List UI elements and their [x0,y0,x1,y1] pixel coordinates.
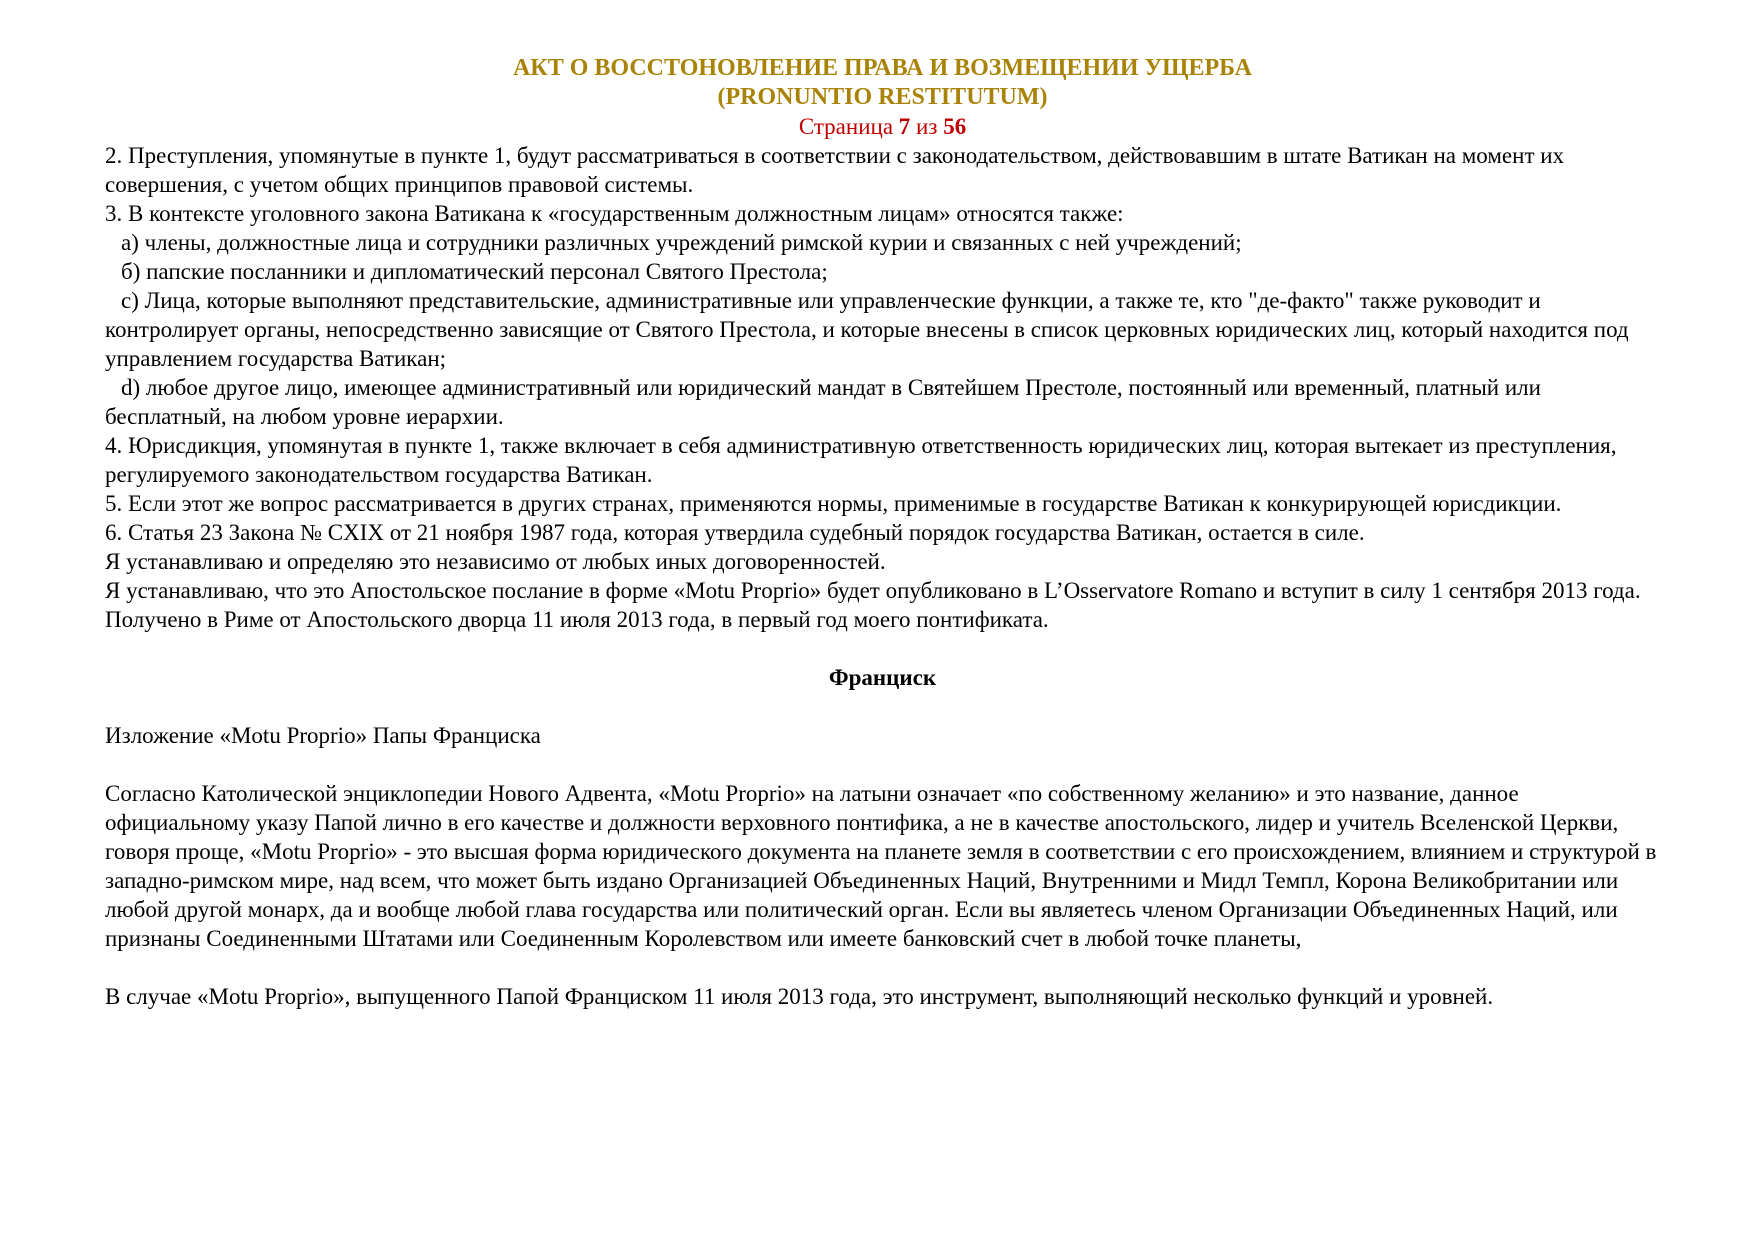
page-total-number: 56 [943,114,967,139]
page-current-number: 7 [898,114,911,139]
paragraph: Согласно Католической энциклопедии Нового Адвента, «Motu Proprio» на латыни означает «по собственному желанию» и это название, данное официальному указу Папой лично в его качестве и должности верховного понтифика, а не в качестве апостольского, лидер и учитель Вселенской Церкви, говоря проще, «Motu Proprio» - это высшая форма юридического документа на планете земля в соответствии с его происхождением, влиянием и структурой в западно-римском мире, над всем, что может быть издано Организацией Объединенных Наций, Внутренними и Мидл Темпл, Корона Великобритании или любой другой монарх, да и вообще любой глава государства или политический орган. Если вы являетесь членом Организации Объединенных Наций, или признаны Соединенными Штатами или Соединенным Королевством или имеете банковский счет в любой точке планеты, [105,781,1657,951]
paragraph: 3. В контексте уголовного закона Ватикана к «государственным должностным лицам» относятся также: [105,201,1124,226]
page-indicator [105,112,1660,141]
paragraph: 2. Преступления, упомянутые в пункте 1, будут рассматриваться в соответствии с законодательством, действовавшим в штате Ватикан на момент их совершения, с учетом общих принципов правовой системы. [105,143,1565,197]
paragraph: а) члены, должностные лица и сотрудники различных учреждений римской курии и связанных с ней учреждений; [121,230,1242,255]
paragraph: Я устанавливаю, что это Апостольское послание в форме «Motu Proprio» будет опубликовано в L’Osservatore Romano и вступит в силу 1 сентября 2013 года. [105,578,1641,603]
paragraph: с) Лица, которые выполняют представительские, административные или управленческие функции, а также те, кто "де-факто" также руководит и контролирует органы, непосредственно зависящие от Святого Престола, и которые внесены в список церковных юридических лиц, который находится под управлением государства Ватикан; [105,288,1629,371]
signature-name: Франциск [828,665,937,690]
paragraph: б) папские посланники и дипломатический персонал Святого Престола; [121,259,828,284]
paragraph: Я устанавливаю и определяю это независимо от любых иных договоренностей. [105,549,886,574]
blank-line [105,750,1660,779]
paragraph: 6. Статья 23 Закона № CXIX от 21 ноября 1987 года, которая утвердила судебный порядок государства Ватикан, остается в силе. [105,520,1365,545]
paragraph: Получено в Риме от Апостольского дворца 11 июля 2013 года, в первый год моего понтификата. [105,607,1049,632]
paragraph: d) любое другое лицо, имеющее административный или юридический мандат в Святейшем Престоле, постоянный или временный, платный или бесплатный, на любом уровне иерархии. [105,375,1541,429]
page-indicator-separator: из [916,114,938,139]
paragraph: 4. Юрисдикция, упомянутая в пункте 1, также включает в себя административную ответственность юридических лиц, которая вытекает из преступления, регулируемого законодательством государства Ватикан. [105,433,1617,487]
document-body [105,141,1660,1011]
blank-line [105,634,1660,663]
paragraph: 5. Если этот же вопрос рассматривается в других странах, применяются нормы, применимые в государстве Ватикан к конкурирующей юрисдикции. [105,491,1562,516]
blank-line [105,692,1660,721]
document-subtitle: (PRONUNTIO RESTITUTUM) [717,84,1048,110]
page-indicator-label: Страница [798,114,894,139]
document-title: АКТ О ВОССТОНОВЛЕНИЕ ПРАВА И ВОЗМЕЩЕНИИ УЩЕРБА [512,55,1253,81]
paragraph: В случае «Motu Proprio», выпущенного Папой Франциском 11 июля 2013 года, это инструмент, выполняющий несколько функций и уровней. [105,984,1494,1009]
paragraph: Изложение «Motu Proprio» Папы Франциска [105,723,541,748]
blank-line [105,953,1660,982]
